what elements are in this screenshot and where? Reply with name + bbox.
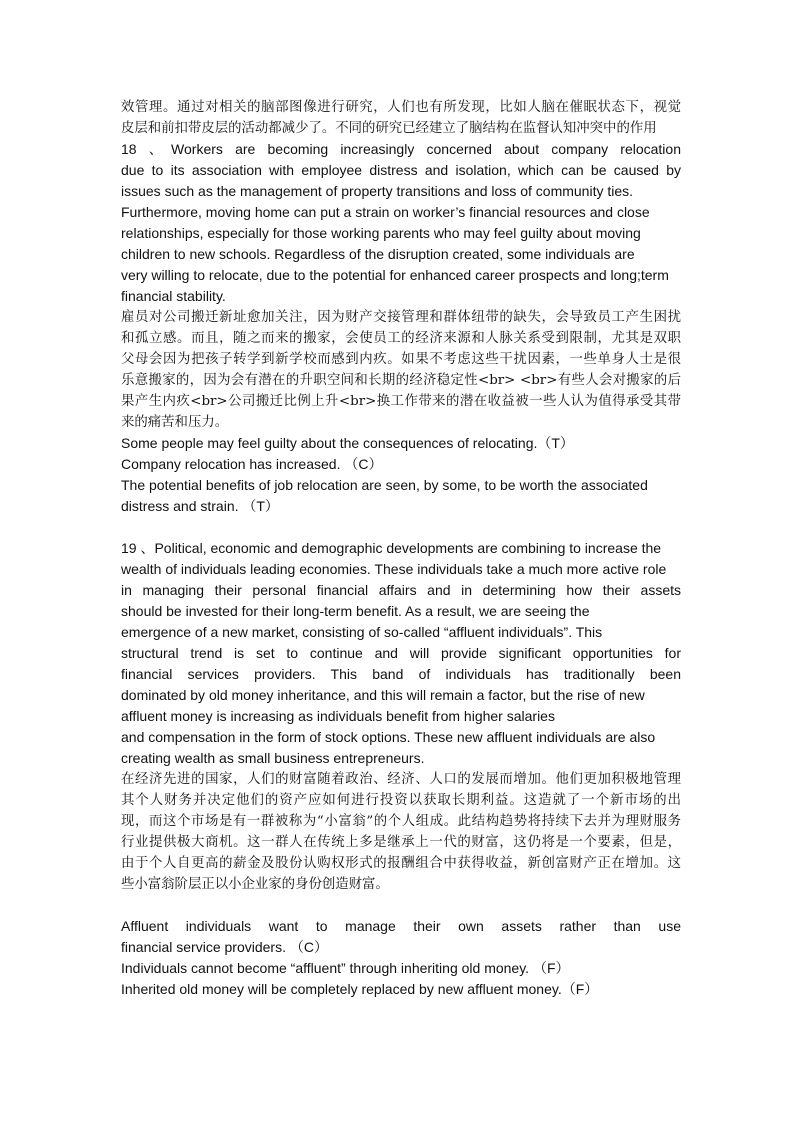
q19-english-passage [121, 538, 681, 769]
text-line: children to new schools. Regardless of the disruption created, some individuals are [121, 246, 635, 262]
q18-english-passage [121, 139, 681, 307]
statement: Company relocation has increased. （C） [121, 456, 383, 472]
statement: financial service providers. （C） [121, 939, 328, 955]
text-line: and compensation in the form of stock options. These new affluent individuals are also [121, 729, 656, 745]
text-line: 些小富翁阶层正以小企业家的身份创造财富。 [121, 877, 389, 892]
q18-chinese-translation [121, 307, 681, 433]
statement: distress and strain. （T） [121, 498, 279, 514]
statement: Individuals cannot become “affluent” through inheriting old money. （F） [121, 960, 570, 976]
text-line: very willing to relocate, due to the potential for enhanced career prospects and long;term [121, 267, 669, 283]
text-line: 其个人财务并决定他们的资产应如何进行投资以获取长期利益。这造就了一个新市场的出 [121, 793, 681, 808]
text-line: 由于个人自更高的薪金及股份认购权形式的报酬组合中获得收益，新创富财产正在增加。这 [121, 856, 681, 871]
q18-statements [121, 433, 681, 517]
question-19 [121, 538, 681, 1000]
text-line: 和孤立感。而且，随之而来的搬家，会使员工的经济来源和人脉关系受到限制，尤其是双职 [121, 331, 681, 346]
text-line: creating wealth as small business entrepreneurs. [121, 750, 425, 766]
text-line: should be invested for their long-term benefit. As a result, we are seeing the [121, 603, 590, 619]
question-18 [121, 139, 681, 517]
text-line: dominated by old money inheritance, and this will remain a factor, but the rise of new [121, 687, 645, 703]
text-line: emergence of a new market, consisting of so-called “affluent individuals”. This [121, 624, 603, 640]
text-line: Furthermore, moving home can put a strain on worker’s financial resources and close [121, 204, 650, 220]
text-line: 父母会因为把孩子转学到新学校而感到内疚。如果不考虑这些干扰因素，一些单身人士是很 [121, 352, 681, 367]
text-line: 皮层和前扣带皮层的活动都减少了。不同的研究已经建立了脑结构在监督认知冲突中的作用 [121, 121, 657, 136]
blank-line [121, 895, 681, 916]
statement: The potential benefits of job relocation are seen, by some, to be worth the associated [121, 477, 648, 493]
q19-chinese-translation [121, 769, 681, 895]
text-line: 果产生内疚<br>公司搬迁比例上升<br>换工作带来的潜在收益被一些人认为值得承受其带 [121, 394, 681, 409]
text-line: 19 、Political, economic and demographic developments are combining to increase the [121, 540, 662, 556]
intro-chinese-paragraph [121, 97, 681, 139]
text-line: affluent money is increasing as individuals benefit from higher salaries [121, 708, 555, 724]
text-line: 行业提供极大商机。这一群人在传统上多是继承上一代的财富，这仍将是一个要素，但是， [121, 835, 681, 850]
q19-statements [121, 916, 681, 1000]
text-line: relationships, especially for those working parents who may feel guilty about moving [121, 225, 641, 241]
text-line: 效管理。通过对相关的脑部图像进行研究，人们也有所发现，比如人脑在催眠状态下，视觉 [121, 100, 681, 115]
statement: Inherited old money will be completely replaced by new affluent money.（F） [121, 981, 599, 997]
text-line: structural trend is set to continue and will provide significant opportunities for [121, 645, 681, 661]
text-line: financial services providers. This band of individuals has traditionally been [121, 666, 681, 682]
text-line: 18 、Workers are becoming increasingly concerned about company relocation [121, 141, 681, 157]
statement: Some people may feel guilty about the consequences of relocating.（T） [121, 435, 574, 451]
statement: Affluent individuals want to manage their own assets rather than use [121, 918, 681, 934]
text-line: 雇员对公司搬迁新址愈加关注，因为财产交接管理和群体纽带的缺失，会导致员工产生困扰 [121, 310, 681, 325]
text-line: 来的痛苦和压力。 [121, 415, 229, 430]
text-line: in managing their personal financial affairs and in determining how their assets [121, 582, 681, 598]
text-line: 在经济先进的国家，人们的财富随着政治、经济、人口的发展而增加。他们更加积极地管理 [121, 772, 681, 787]
text-line: issues such as the management of property transitions and loss of community ties. [121, 183, 634, 199]
text-line: 现，而这个市场是有一群被称为“小富翁”的个人组成。此结构趋势将持续下去并为理财服务 [121, 814, 681, 829]
text-line: due to its association with employee distress and isolation, which can be caused by [121, 162, 681, 178]
text-line: wealth of individuals leading economies. These individuals take a much more active role [121, 561, 667, 577]
text-line: 乐意搬家的，因为会有潜在的升职空间和长期的经济稳定性<br> <br>有些人会对搬家的后 [121, 373, 681, 388]
text-line: financial stability. [121, 288, 226, 304]
